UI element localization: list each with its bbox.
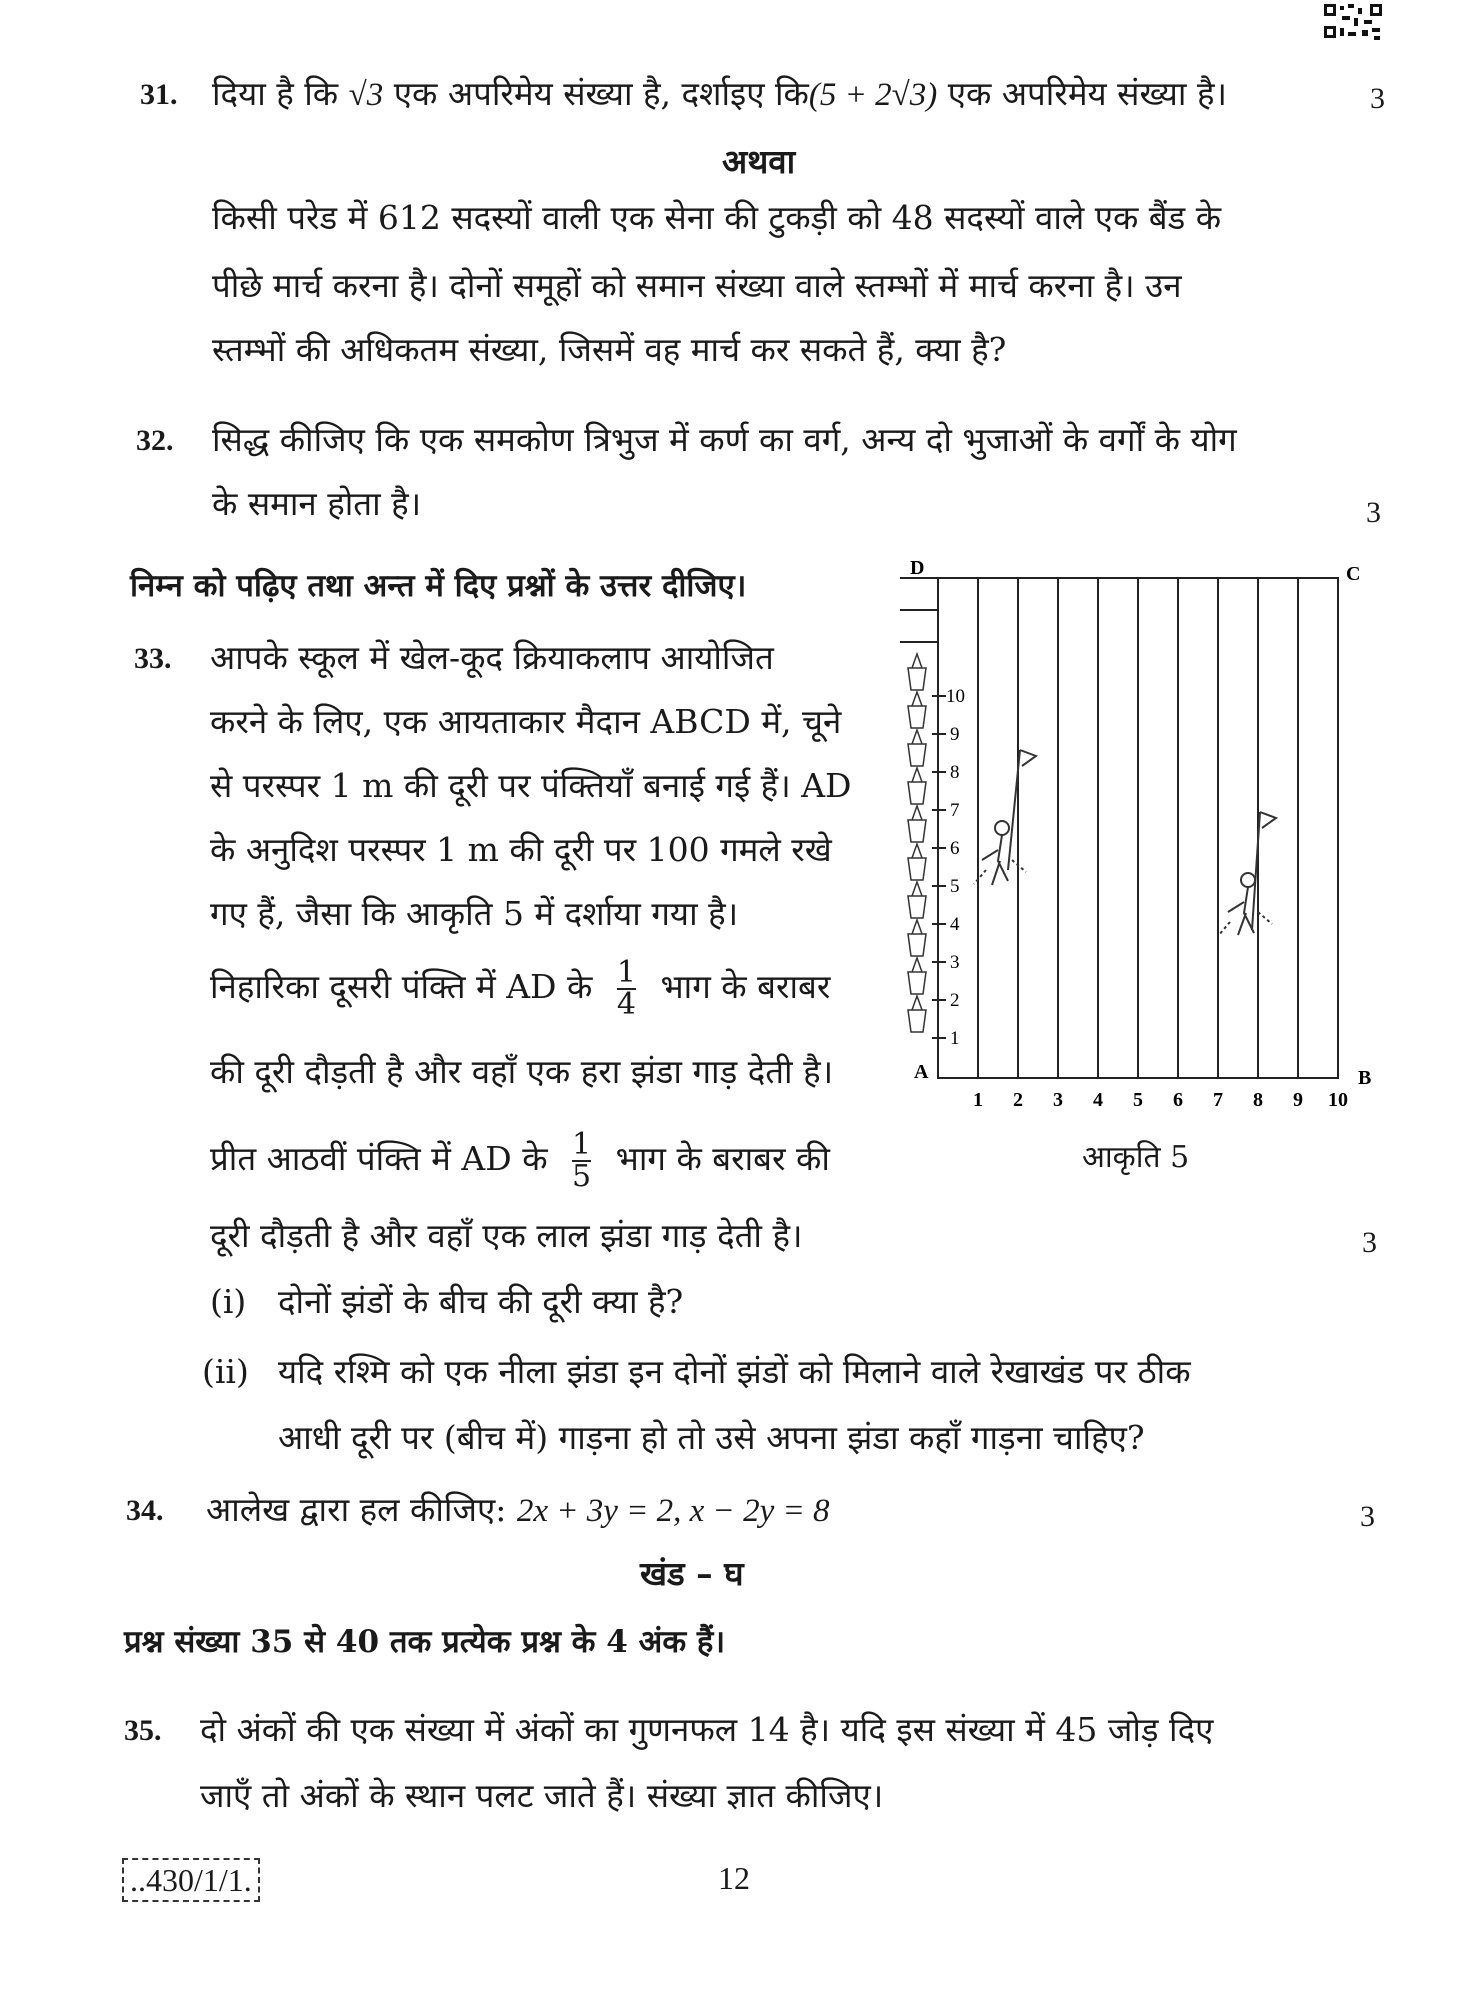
y-tick-3: 3 (950, 952, 960, 973)
x-tick-5: 5 (1133, 1089, 1143, 1111)
q31-alt-line1: किसी परेड में 612 सदस्यों वाली एक सेना की टुकड़ी को 48 सदस्यों वाले एक बैंड के (212, 198, 1222, 237)
q33-line2: करने के लिए, एक आयताकार मैदान ABCD में, चूने (210, 702, 842, 741)
q34-equations: 2x + 3y = 2, x − 2y = 8 (516, 1493, 830, 1529)
q33-line1: आपके स्कूल में खेल-कूद क्रियाकलाप आयोजित (210, 638, 774, 677)
q33-line7: की दूरी दौड़ती है और वहाँ एक हरा झंडा गाड़ देती है। (210, 1052, 834, 1091)
figure-caption: आकृति 5 (1082, 1140, 1190, 1175)
q31-expr: (5 + 2√3) (808, 77, 938, 113)
x-tick-3: 3 (1053, 1089, 1063, 1111)
x-tick-10: 10 (1328, 1089, 1348, 1111)
q33-line5: गए हैं, जैसा कि आकृति 5 में दर्शाया गया है। (210, 894, 739, 933)
corner-b-label: B (1358, 1067, 1372, 1089)
runner-with-flag-icon (1218, 812, 1276, 936)
q33-sub-ii-label: (ii) (202, 1352, 249, 1391)
frac1-den: 4 (616, 987, 636, 1022)
q32-marks: 3 (1366, 496, 1381, 529)
q31-text-b: एक अपरिमेय संख्या है, दर्शाइए कि (393, 74, 809, 113)
y-tick-9: 9 (950, 724, 960, 745)
section-instruction: प्रश्न संख्या 35 से 40 तक प्रत्येक प्रश्न के 4 अंक हैं। (124, 1624, 726, 1660)
q33-line6-b: भाग के बराबर (660, 967, 831, 1006)
y-tick-1: 1 (950, 1028, 960, 1049)
y-tick-7: 7 (950, 800, 960, 821)
x-tick-1: 1 (973, 1089, 983, 1111)
q32-line1: सिद्ध कीजिए कि एक समकोण त्रिभुज में कर्ण का वर्ग, अन्य दो भुजाओं के वर्गों के योग (212, 420, 1237, 459)
y-tick-4: 4 (950, 914, 960, 935)
q31-alt-line3: स्तम्भों की अधिकतम संख्या, जिसमें वह मार्च कर सकते हैं, क्या है? (212, 330, 1007, 369)
y-tick-10: 10 (946, 686, 965, 707)
flower-pots-icon (908, 654, 926, 1032)
q31-text (212, 74, 1227, 115)
q33-sub-i-label: (i) (210, 1282, 247, 1321)
q31-alt-line2: पीछे मार्च करना है। दोनों समूहों को समान संख्या वाले स्तम्भों में मार्च करना है। उन (212, 266, 1182, 305)
frac2-den: 5 (572, 1159, 592, 1194)
q35-line2: जाएँ तो अंकों के स्थान पलट जाते हैं। संख्या ज्ञात कीजिए। (200, 1776, 884, 1815)
q34-line (206, 1490, 830, 1531)
x-tick-4: 4 (1093, 1089, 1103, 1111)
y-tick-5: 5 (950, 876, 960, 897)
q31-sqrt: √3 (348, 77, 384, 113)
q31-text-a: दिया है कि (212, 74, 339, 113)
q31-text-c: एक अपरिमेय संख्या है। (947, 74, 1228, 113)
q33-line8-b: भाग के बराबर की (615, 1139, 830, 1178)
q33-line8-a: प्रीत आठवीं पंक्ति में AD के (210, 1139, 548, 1178)
x-tick-9: 9 (1293, 1089, 1303, 1111)
section-title: खंड – घ (640, 1554, 744, 1593)
page-number: 12 (718, 1860, 750, 1896)
y-tick-6: 6 (950, 838, 960, 859)
q34-text: आलेख द्वारा हल कीजिए: (206, 1490, 507, 1529)
y-tick-2: 2 (950, 990, 960, 1011)
corner-a-label: A (914, 1061, 929, 1083)
fraction-one-fifth (572, 1127, 592, 1194)
q34-number: 34. (126, 1494, 164, 1527)
paper-code: ..430/1/1. (122, 1858, 260, 1902)
q33-line6 (210, 955, 831, 1022)
q33-instruction: निम्न को पढ़िए तथा अन्त में दिए प्रश्नों के उत्तर दीजिए। (130, 568, 747, 604)
frac2-num: 1 (572, 1127, 592, 1162)
q31-or-label: अथवा (722, 142, 796, 181)
q33-line8 (210, 1127, 830, 1194)
x-tick-6: 6 (1173, 1089, 1183, 1111)
q33-sub-ii-line2: आधी दूरी पर (बीच में) गाड़ना हो तो उसे अपना झंडा कहाँ गाड़ना चाहिए? (278, 1418, 1145, 1457)
figure-5-field-diagram (880, 550, 1380, 1170)
q33-sub-ii-line1: यदि रश्मि को एक नीला झंडा इन दोनों झंडों को मिलाने वाले रेखाखंड पर ठीक (278, 1352, 1191, 1391)
qr-code-icon (1322, 2, 1384, 42)
corner-d-label: D (910, 557, 925, 579)
fraction-one-fourth (616, 955, 636, 1022)
x-tick-8: 8 (1253, 1089, 1263, 1111)
q33-line9: दूरी दौड़ती है और वहाँ एक लाल झंडा गाड़ देती है। (210, 1216, 803, 1255)
q31-marks: 3 (1370, 82, 1385, 115)
y-tick-8: 8 (950, 762, 960, 783)
frac1-num: 1 (616, 955, 636, 990)
q33-line3: से परस्पर 1 m की दूरी पर पंक्तियाँ बनाई गई हैं। AD (210, 766, 852, 805)
q35-line1: दो अंकों की एक संख्या में अंकों का गुणनफल 14 है। यदि इस संख्या में 45 जोड़ दिए (200, 1710, 1214, 1749)
q32-line2: के समान होता है। (212, 484, 422, 523)
q33-number: 33. (134, 642, 172, 675)
x-tick-7: 7 (1213, 1089, 1223, 1111)
q33-line4: के अनुदिश परस्पर 1 m की दूरी पर 100 गमले रखे (210, 830, 832, 869)
q32-number: 32. (136, 424, 174, 457)
q35-number: 35. (124, 1714, 162, 1747)
q33-sub-i: दोनों झंडों के बीच की दूरी क्या है? (278, 1282, 684, 1321)
corner-c-label: C (1346, 563, 1361, 585)
q33-line6-a: निहारिका दूसरी पंक्ति में AD के (210, 967, 593, 1006)
x-tick-2: 2 (1013, 1089, 1023, 1111)
q33-marks: 3 (1362, 1226, 1377, 1259)
q31-number: 31. (140, 78, 178, 111)
q34-marks: 3 (1360, 1500, 1375, 1533)
runner-with-flag-icon (974, 750, 1036, 885)
